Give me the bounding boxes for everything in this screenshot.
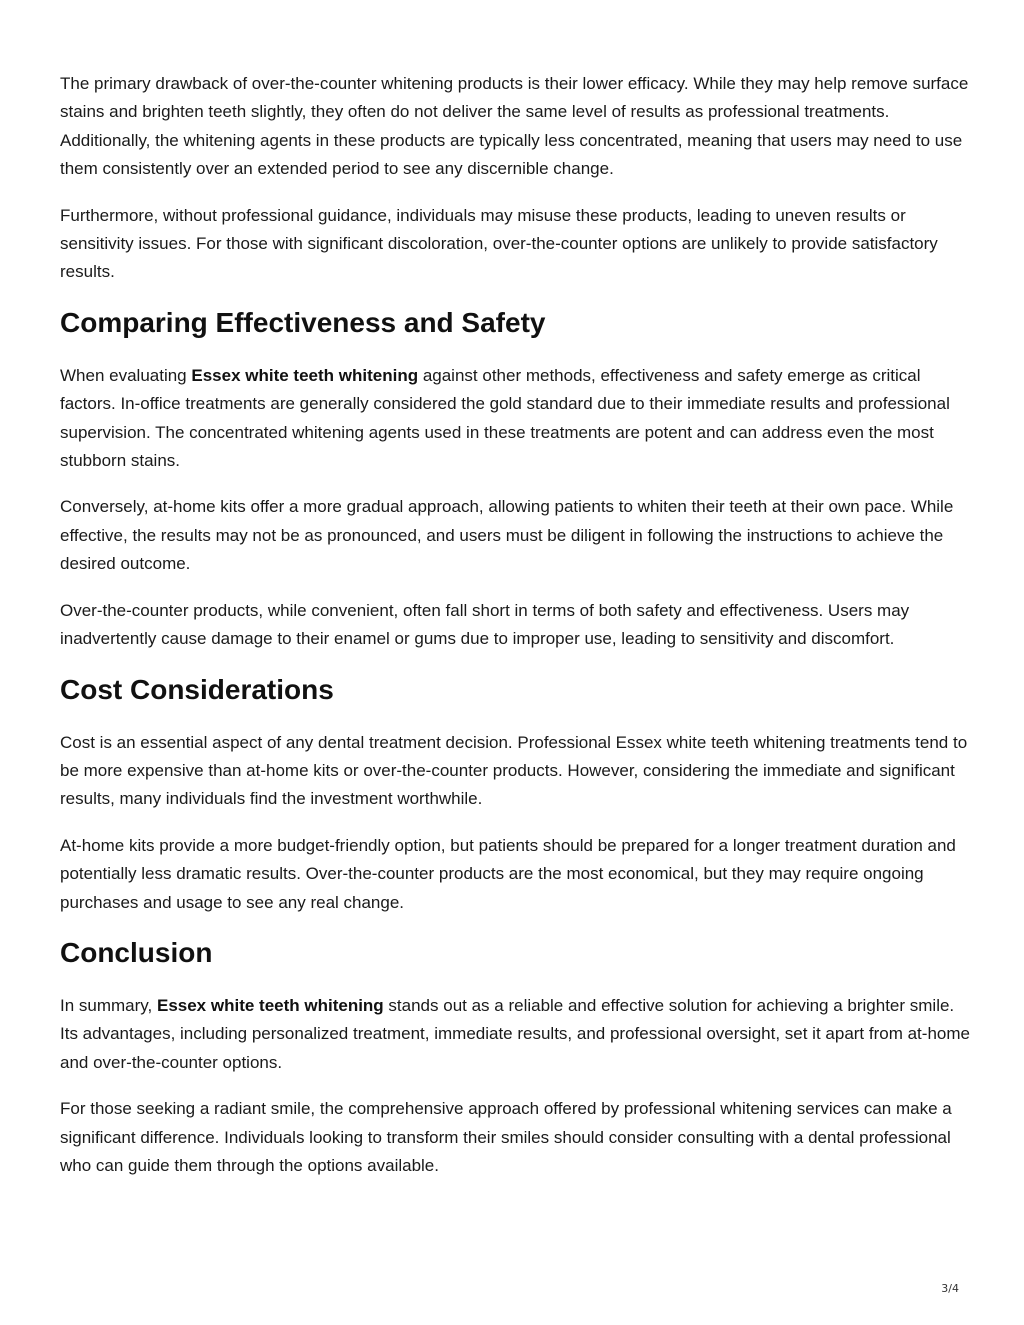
paragraph-closing: For those seeking a radiant smile, the comprehensive approach offered by professional whitening services can make a significant difference. Individuals looking to transform their smiles should consider consulting with a dental professional who can guide them through the options available.: [60, 1099, 952, 1175]
page-number: 3/4: [941, 1282, 959, 1295]
heading-cost-considerations: Cost Considerations: [60, 673, 334, 705]
heading-effectiveness-safety: Comparing Effectiveness and Safety: [60, 306, 546, 338]
document-body: [60, 70, 970, 1198]
paragraph-cost-budget: At-home kits provide a more budget-friendly option, but patients should be prepared for a longer treatment duration and potentially less dramatic results. Over-the-counter products are the most economical, but they may require ongoing purchases and usage to see any real change.: [60, 835, 956, 912]
paragraph-summary: [60, 992, 970, 1077]
paragraph-at-home-kits: Conversely, at-home kits offer a more gradual approach, allowing patients to whiten their teeth at their own pace. While effective, the results may not be as pronounced, and users must be diligent in following the instructions to achieve the desired outcome.: [60, 497, 954, 574]
keyword-essex-whitening-summary: Essex white teeth whitening: [156, 995, 384, 1015]
paragraph-evaluating-rest: against other methods, effectiveness and safety emerge as critical factors. In-office treatments are generally considered the gold standard due to their immediate results and professional supervision. The concentrated whitening agents used in these treatments are potent and can address even the most stubborn stains.: [60, 365, 950, 471]
paragraph-evaluating-lead: When evaluating: [60, 365, 192, 385]
paragraph-cost-professional: Cost is an essential aspect of any dental treatment decision. Professional Essex white teeth whitening treatments tend to be more expensive than at-home kits or over-the-counter products. However, considering the immediate and significant results, many individuals find the investment worthwhile.: [60, 732, 968, 809]
heading-conclusion: Conclusion: [60, 936, 213, 968]
paragraph-evaluating: [60, 362, 970, 476]
paragraph-otc-drawback: The primary drawback of over-the-counter whitening products is their lower efficacy. While they may help remove surface stains and brighten teeth slightly, they often do not deliver the same level of results as professional treatments. Additionally, the whitening agents in these products are typically less concentrated, meaning that users may need to use them consistently over an extended period to see any discernible change.: [60, 74, 969, 179]
paragraph-otc-safety: Over-the-counter products, while convenient, often fall short in terms of both safety and effectiveness. Users may inadvertently cause damage to their enamel or gums due to improper use, leading to sensitivity and discomfort.: [60, 600, 910, 649]
keyword-essex-whitening: Essex white teeth whitening: [191, 365, 419, 385]
paragraph-summary-rest: stands out as a reliable and effective solution for achieving a brighter smile. Its advantages, including personalized treatment, immediate results, and professional oversight, set it apart from at-home and over-the-counter options.: [60, 995, 970, 1072]
paragraph-otc-guidance: Furthermore, without professional guidance, individuals may misuse these products, leading to uneven results or sensitivity issues. For those with significant discoloration, over-the-counter options are unlikely to provide satisfactory results.: [60, 205, 938, 282]
paragraph-summary-lead: In summary,: [60, 995, 157, 1015]
